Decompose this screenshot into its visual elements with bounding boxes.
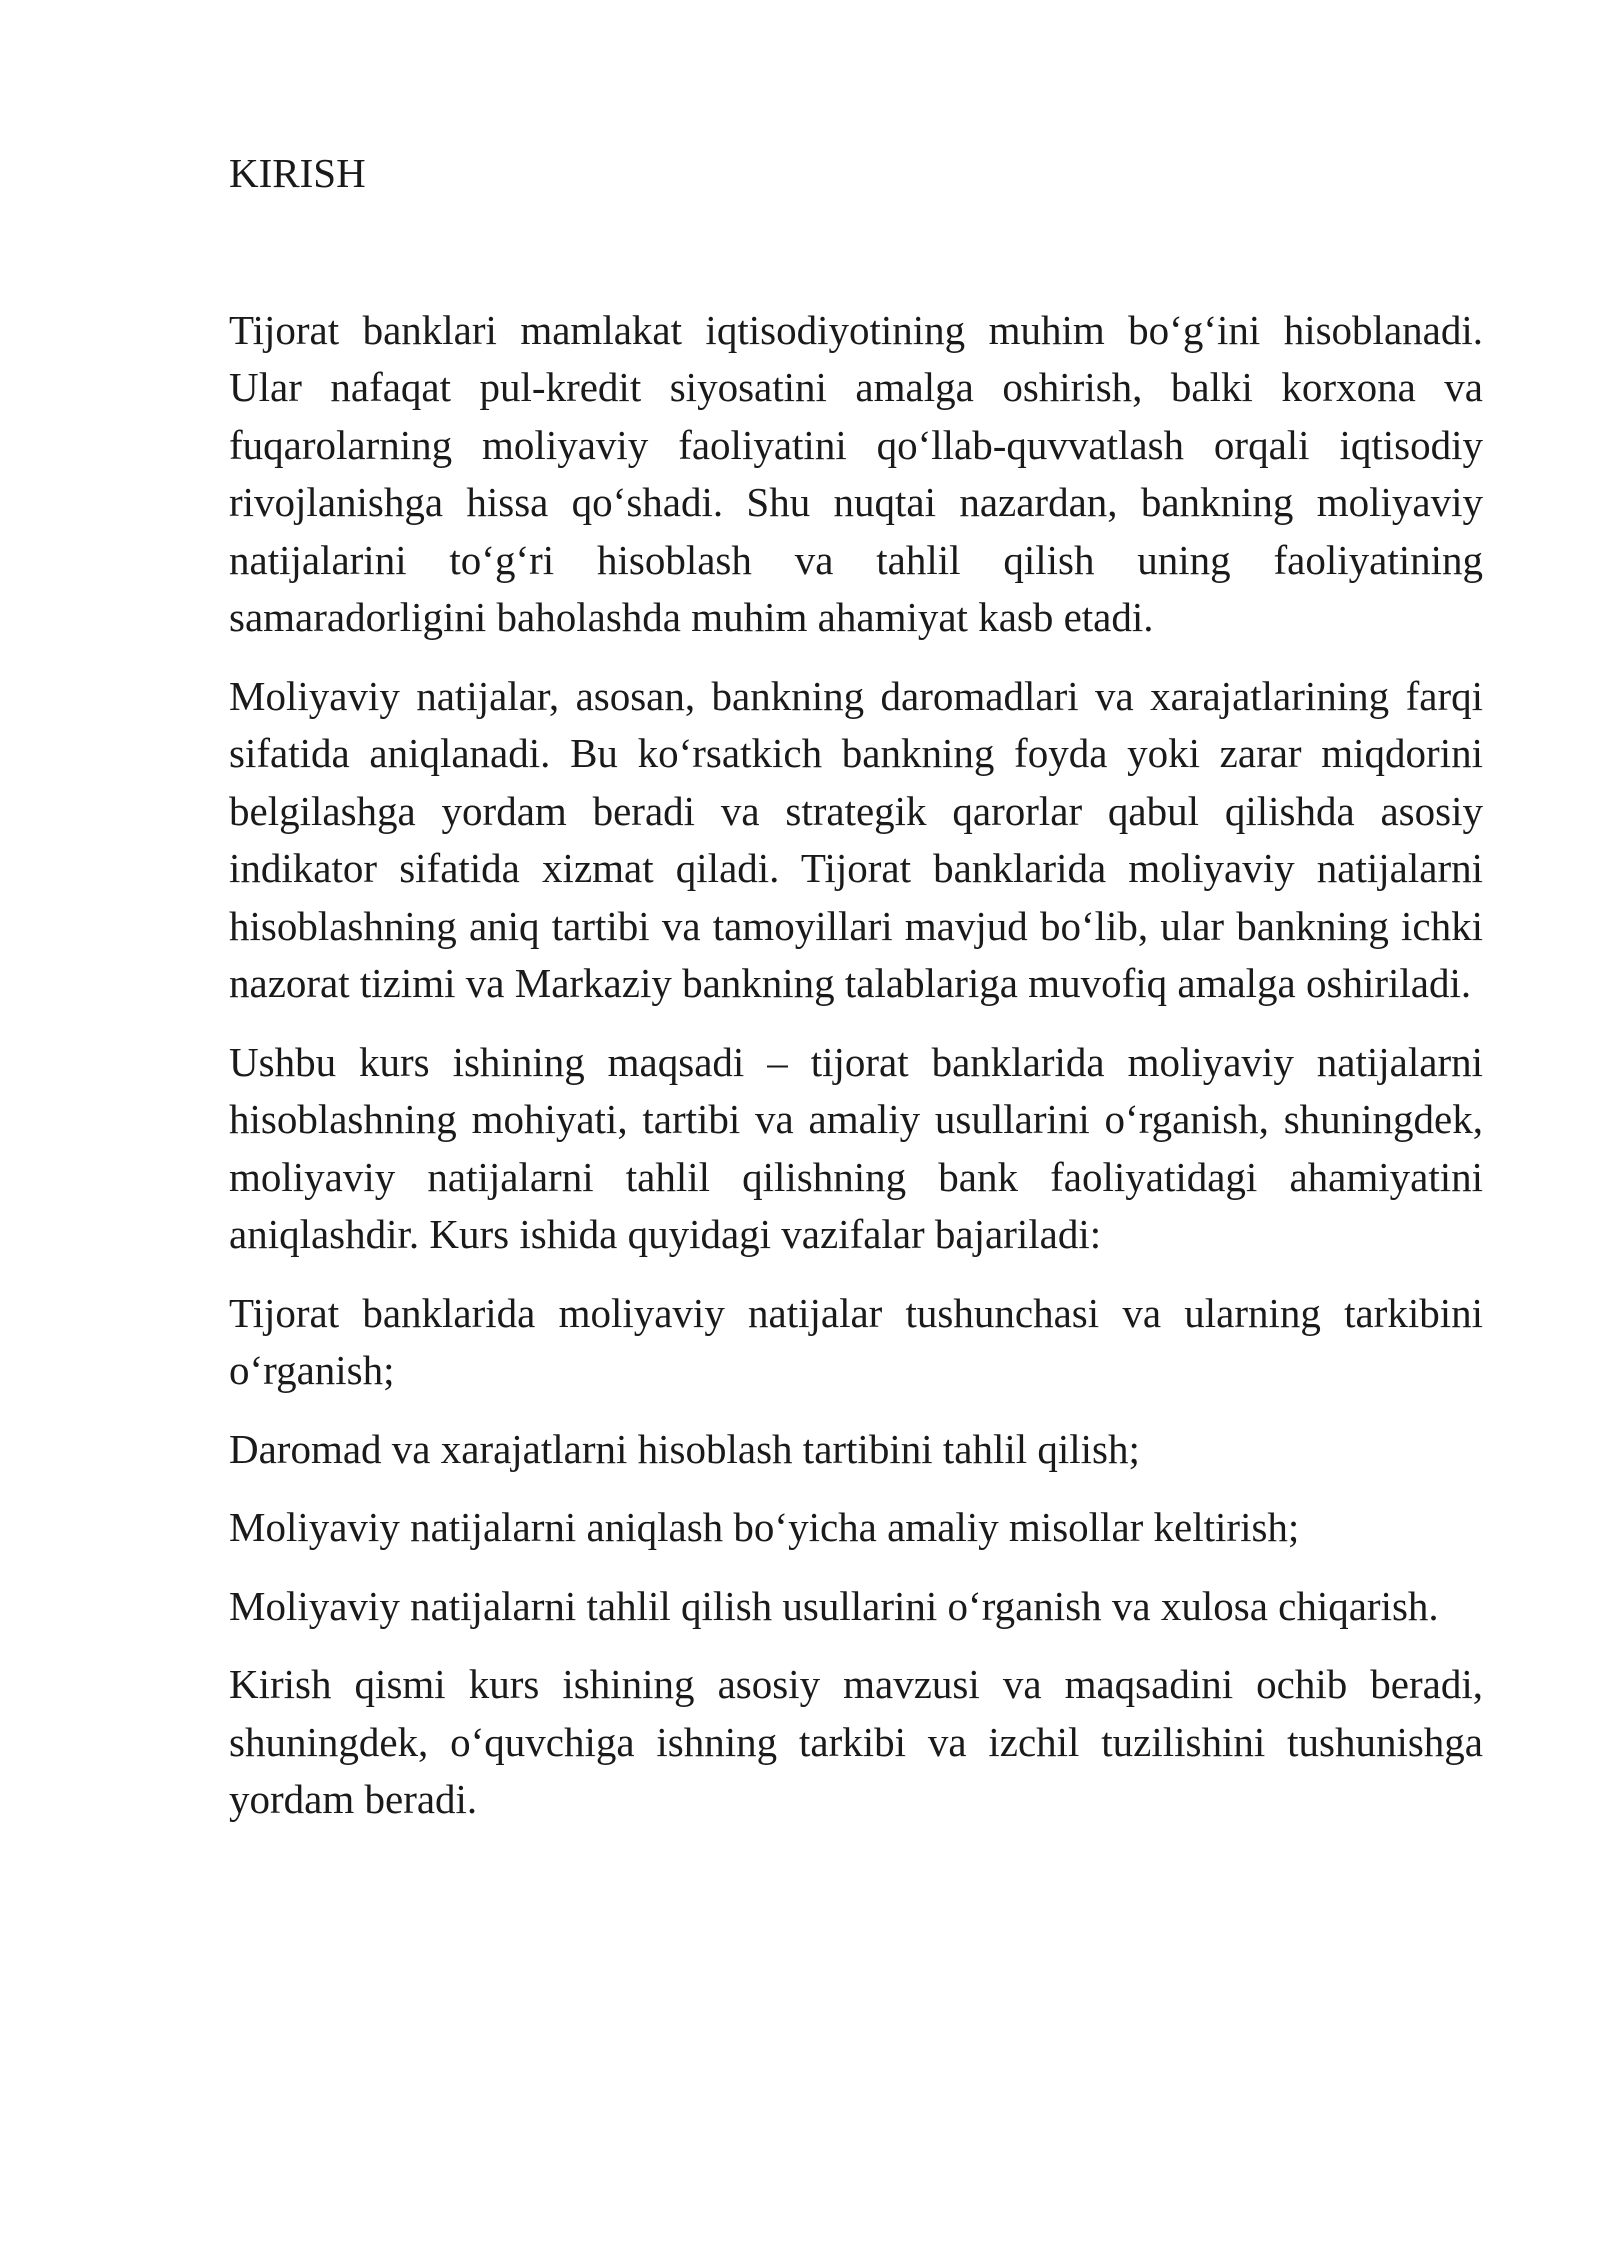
paragraph-financial-results: Moliyaviy natijalar, asosan, bankning daromadlari va xarajatlarining farqi sifatida aniqlanadi. Bu ko‘rsatkich bankning foyda yoki zarar miqdorini belgilashga yordam beradi va strategik qarorlar qabul qilishda asosiy indikator sifatida xizmat qiladi. Tijorat banklarida moliyaviy natijalarni hisoblashning aniq tartibi va tamoyillari mavjud bo‘lib, ular bankning ichki nazorat tizimi va Markaziy bankning talablariga muvofiq amalga oshiriladi. <box>229 672 1483 1006</box>
paragraph-conclusion: Kirish qismi kurs ishining asosiy mavzusi va maqsadini ochib beradi, shuningdek, o‘quvchiga ishning tarkibi va izchil tuzilishini tushunishga yordam beradi. <box>229 1661 1483 1822</box>
task-item-concept: Tijorat banklarida moliyaviy natijalar tushunchasi va ularning tarkibini o‘rganish; <box>229 1289 1483 1393</box>
document-body <box>229 145 1483 1850</box>
paragraph-intro: Tijorat banklari mamlakat iqtisodiyotining muhim bo‘g‘ini hisoblanadi. Ular nafaqat pul-kredit siyosatini amalga oshirish, balki korxona va fuqarolarning moliyaviy faoliyatini qo‘llab-quvvatlash orqali iqtisodiy rivojlanishga hissa qo‘shadi. Shu nuqtai nazardan, bankning moliyaviy natijalarini to‘g‘ri hisoblash va tahlil qilish uning faoliyatining samaradorligini baholashda muhim ahamiyat kasb etadi. <box>229 306 1483 640</box>
section-heading: KIRISH <box>229 150 366 196</box>
paragraph-course-goal: Ushbu kurs ishining maqsadi – tijorat banklarida moliyaviy natijalarni hisoblashning mohiyati, tartibi va amaliy usullarini o‘rganish, shuningdek, moliyaviy natijalarni tahlil qilishning bank faoliyatidagi ahamiyatini aniqlashdir. Kurs ishida quyidagi vazifalar bajariladi: <box>229 1038 1483 1257</box>
task-item-examples: Moliyaviy natijalarni aniqlash bo‘yicha amaliy misollar keltirish; <box>229 1504 1300 1550</box>
task-item-income-expense: Daromad va xarajatlarni hisoblash tartibini tahlil qilish; <box>229 1425 1140 1472</box>
task-item-analysis: Moliyaviy natijalarni tahlil qilish usullarini o‘rganish va xulosa chiqarish. <box>229 1582 1439 1629</box>
